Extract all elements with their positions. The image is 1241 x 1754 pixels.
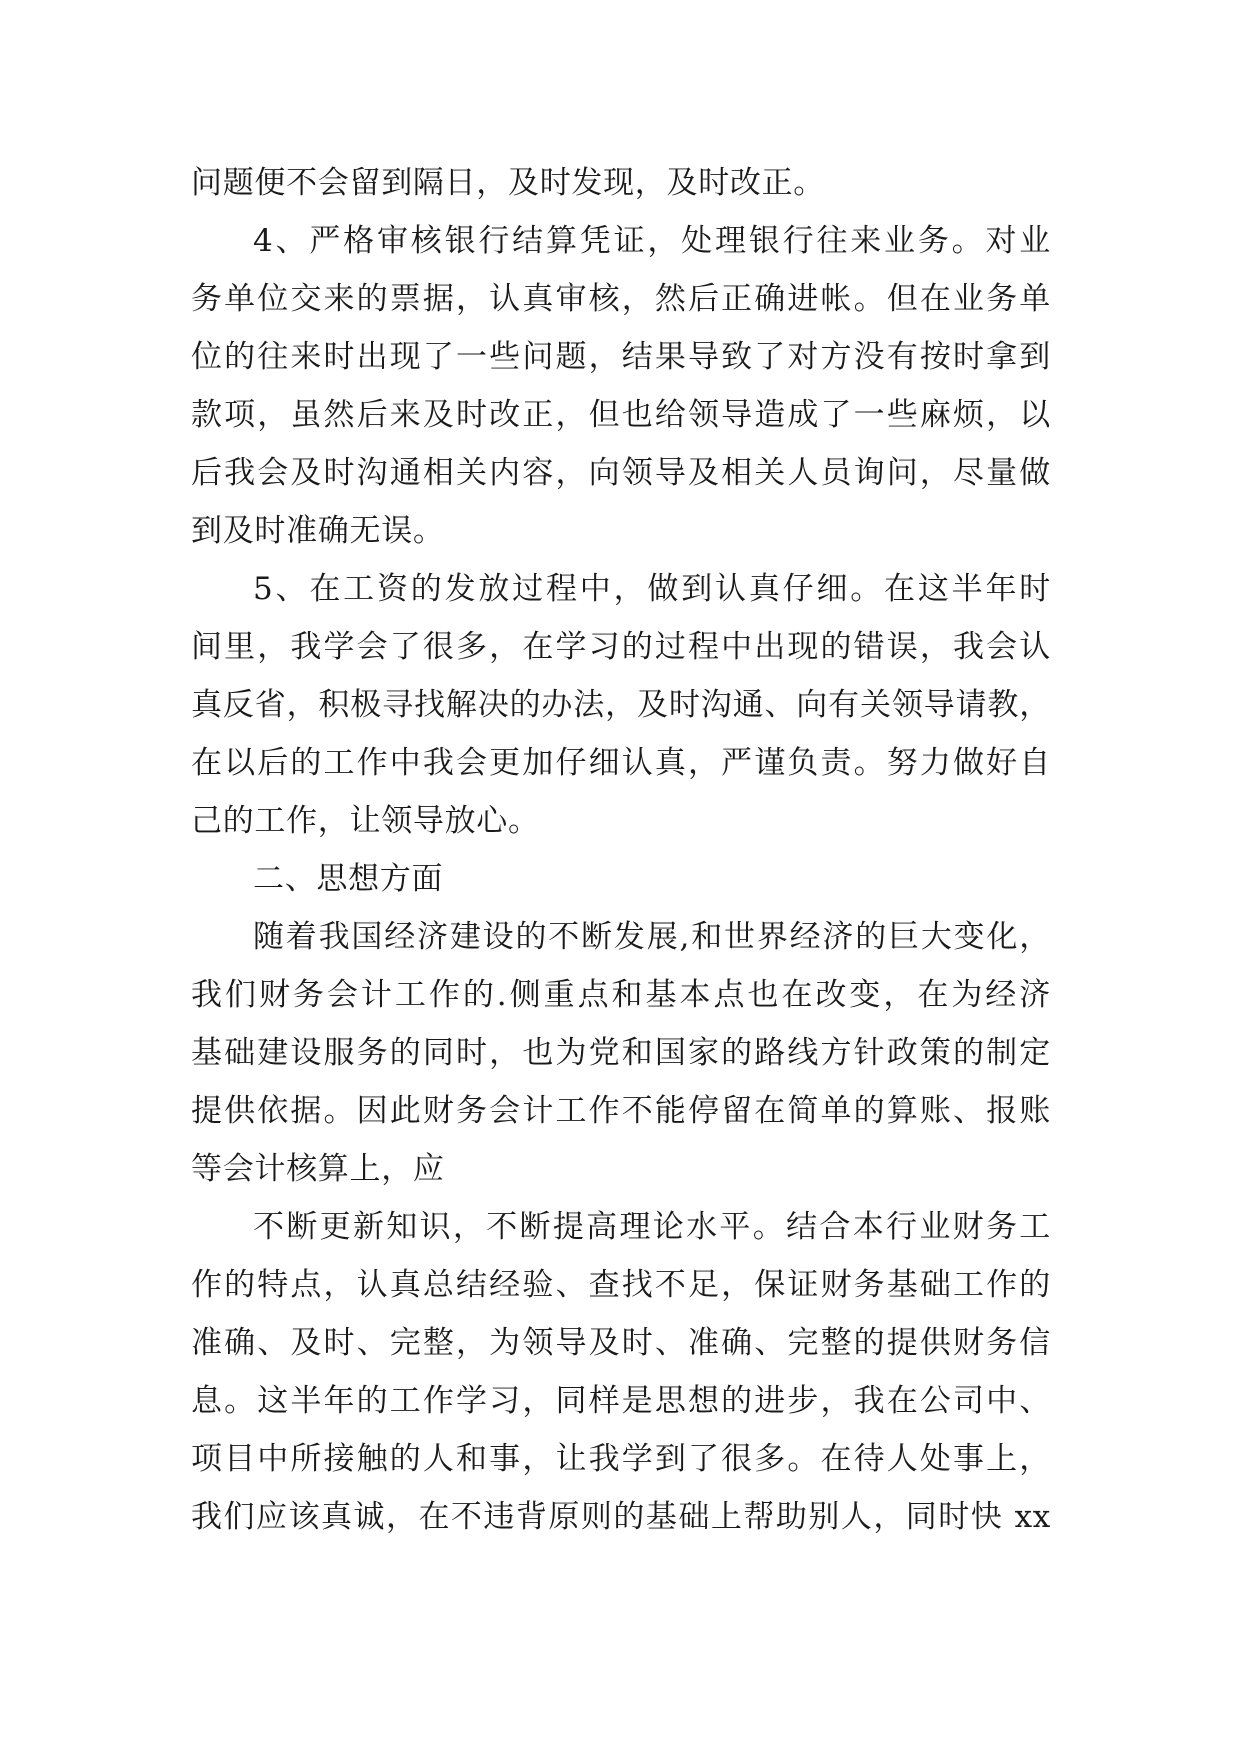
document-body: [191, 154, 1051, 1546]
text-line: 作的特点，认真总结经验、查找不足，保证财务基础工作的: [191, 1267, 1051, 1303]
text-line: 间里，我学会了很多，在学习的过程中出现的错误，我会认: [191, 629, 1051, 665]
text-line: 随着我国经济建设的不断发展,和世界经济的巨大变化，: [253, 919, 1051, 955]
text-line: 我们应该真诚，在不违背原则的基础上帮助别人，同时快 xx: [191, 1499, 1051, 1535]
text-line: 项目中所接触的人和事，让我学到了很多。在待人处事上，: [191, 1441, 1051, 1477]
paragraph-continuation: [191, 154, 1051, 212]
text-line: 不断更新知识，不断提高理论水平。结合本行业财务工: [253, 1209, 1051, 1245]
text-line: 提供依据。因此财务会计工作不能停留在简单的算账、报账: [191, 1093, 1051, 1129]
paragraph-economy: [191, 908, 1051, 1198]
section-heading-thoughts: [191, 850, 1051, 908]
text-line: 位的往来时出现了一些问题，结果导致了对方没有按时拿到: [191, 339, 1051, 375]
text-line: 等会计核算上，应: [191, 1151, 445, 1187]
text-line: 我们财务会计工作的.侧重点和基本点也在改变，在为经济: [191, 977, 1051, 1013]
text-line: 款项，虽然后来及时改正，但也给领导造成了一些麻烦，以: [191, 397, 1051, 433]
section-heading: 二、思想方面: [253, 861, 444, 897]
paragraph-item-4: [191, 212, 1051, 560]
paragraph-knowledge: [191, 1198, 1051, 1546]
text-line: 5、在工资的发放过程中，做到认真仔细。在这半年时: [253, 571, 1051, 607]
text-line: 在以后的工作中我会更加仔细认真，严谨负责。努力做好自: [191, 745, 1051, 781]
text-line: 务单位交来的票据，认真审核，然后正确进帐。但在业务单: [191, 281, 1051, 317]
paragraph-item-5: [191, 560, 1051, 850]
text-line: 4、严格审核银行结算凭证，处理银行往来业务。对业: [253, 223, 1051, 259]
text-line: 真反省，积极寻找解决的办法，及时沟通、向有关领导请教，: [191, 687, 1051, 723]
text-line: 基础建设服务的同时，也为党和国家的路线方针政策的制定: [191, 1035, 1051, 1071]
text-line: 后我会及时沟通相关内容，向领导及相关人员询问，尽量做: [191, 455, 1051, 491]
text-line: 问题便不会留到隔日，及时发现，及时改正。: [191, 165, 825, 201]
text-line: 己的工作，让领导放心。: [191, 803, 540, 839]
text-line: 到及时准确无误。: [191, 513, 445, 549]
text-line: 准确、及时、完整，为领导及时、准确、完整的提供财务信: [191, 1325, 1051, 1361]
text-line: 息。这半年的工作学习，同样是思想的进步，我在公司中、: [191, 1383, 1051, 1419]
